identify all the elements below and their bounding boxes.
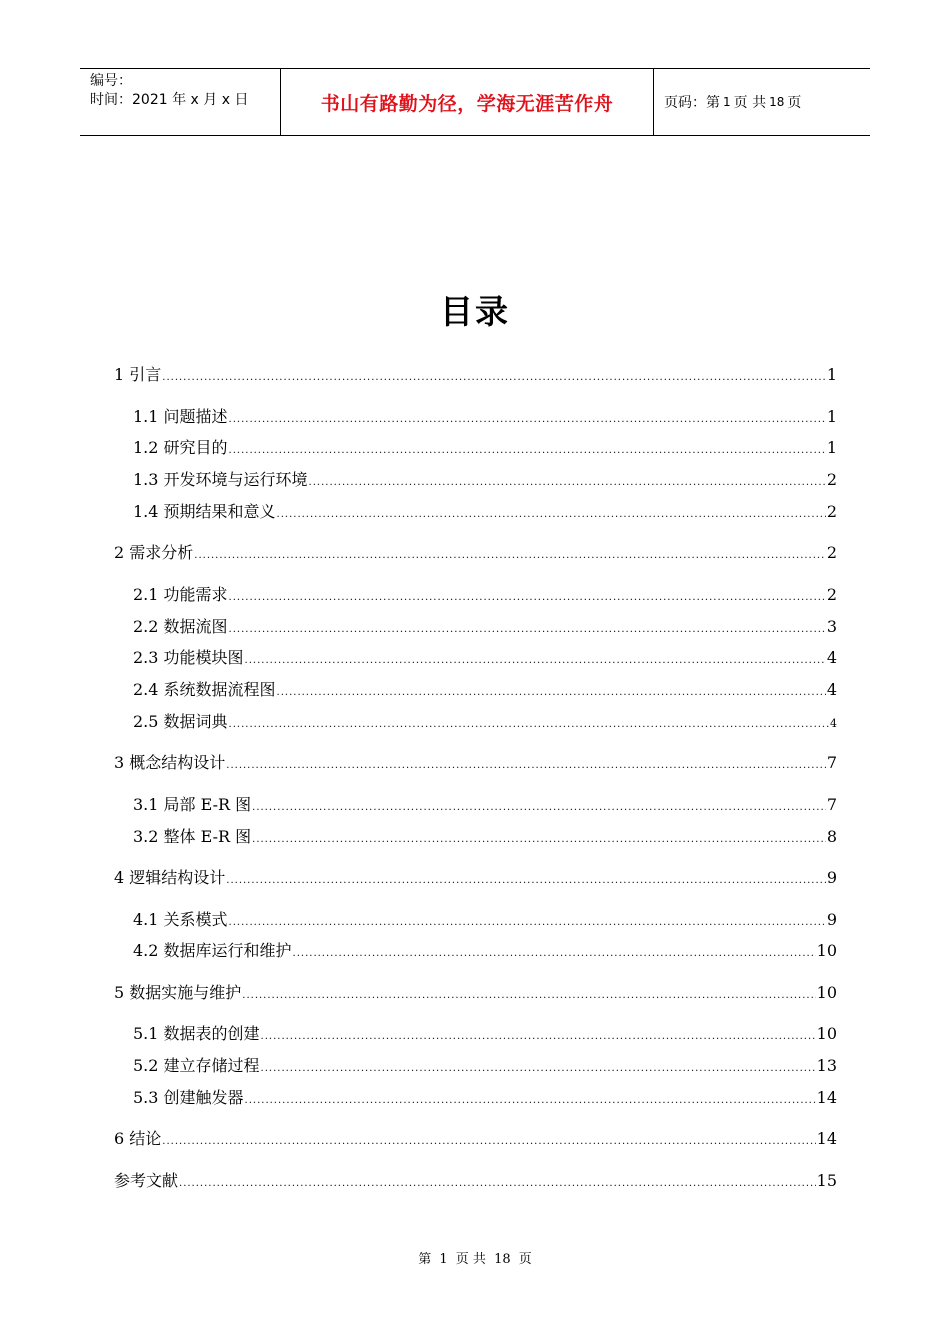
toc-entry-page: 10 xyxy=(816,983,837,1002)
toc-entry-label: 1.4 预期结果和意义 xyxy=(133,502,276,521)
toc-entry-label: 2 需求分析 xyxy=(114,543,194,562)
toc-leader-dots xyxy=(162,368,826,388)
header-time-label: 时间：2021 年 x 月 x 日 xyxy=(90,92,249,108)
toc-entry-page: 7 xyxy=(826,795,837,814)
toc-entry-page: 15 xyxy=(816,1171,837,1190)
toc-subsection-entry[interactable] xyxy=(133,712,837,732)
toc-leader-dots xyxy=(226,871,826,891)
footer-total: 18 xyxy=(494,1252,511,1267)
toc-entry-page: 1 xyxy=(826,407,837,426)
header-page-current: 1 xyxy=(723,95,731,109)
toc-subsection-entry[interactable] xyxy=(133,1024,837,1044)
header-page-info xyxy=(654,69,870,135)
toc-entry-label: 4 逻辑结构设计 xyxy=(114,868,226,887)
toc-entry-label: 4.2 数据库运行和维护 xyxy=(133,941,292,960)
toc-leader-dots xyxy=(162,1132,815,1152)
toc-leader-dots xyxy=(226,756,826,776)
toc-leader-dots xyxy=(229,913,826,933)
toc-section-entry[interactable] xyxy=(114,868,837,888)
toc-entry-label: 3 概念结构设计 xyxy=(114,753,226,772)
toc-entry-page: 2 xyxy=(826,543,837,562)
header-page-total: 18 xyxy=(769,95,785,109)
page-footer xyxy=(0,1248,950,1267)
toc-subsection-entry[interactable] xyxy=(133,617,837,637)
toc-entry-label: 5.3 创建触发器 xyxy=(133,1088,244,1107)
toc-entry-page: 2 xyxy=(826,585,837,604)
toc-section-entry[interactable] xyxy=(114,543,837,563)
toc-entry-label: 2.2 数据流图 xyxy=(133,617,228,636)
toc-subsection-entry[interactable] xyxy=(133,680,837,700)
toc-entry-label: 2.5 数据词典 xyxy=(133,712,228,731)
toc-subsection-entry[interactable] xyxy=(133,941,837,961)
toc-subsection-entry[interactable] xyxy=(133,795,837,815)
toc-leader-dots xyxy=(245,1091,816,1111)
toc-entry-label: 5.1 数据表的创建 xyxy=(133,1024,260,1043)
toc-entry-page: 13 xyxy=(816,1056,837,1075)
toc-subsection-entry[interactable] xyxy=(133,585,837,605)
toc-subsection-entry[interactable] xyxy=(133,502,837,522)
toc-subsection-entry[interactable] xyxy=(133,1088,837,1108)
toc-entry-label: 5 数据实施与维护 xyxy=(114,983,242,1002)
toc-leader-dots xyxy=(229,715,829,735)
toc-leader-dots xyxy=(229,441,826,461)
toc-entry-page: 1 xyxy=(826,438,837,457)
toc-subsection-entry[interactable] xyxy=(133,438,837,458)
page-header xyxy=(80,68,870,136)
toc-entry-label: 4.1 关系模式 xyxy=(133,910,228,929)
toc-leader-dots xyxy=(245,651,826,671)
toc-entry-page: 4 xyxy=(830,717,837,730)
toc-entry-page: 9 xyxy=(826,910,837,929)
toc-entry-page: 7 xyxy=(826,753,837,772)
toc-section-entry[interactable] xyxy=(114,365,837,385)
toc-leader-dots xyxy=(179,1174,816,1194)
toc-entry-page: 4 xyxy=(826,648,837,667)
toc-entry-page: 4 xyxy=(826,680,837,699)
toc-subsection-entry[interactable] xyxy=(133,1056,837,1076)
toc-entry-page: 2 xyxy=(826,470,837,489)
toc-leader-dots xyxy=(293,944,816,964)
toc-entry-label: 1.2 研究目的 xyxy=(133,438,228,457)
toc-subsection-entry[interactable] xyxy=(133,648,837,668)
toc-entry-page: 2 xyxy=(826,502,837,521)
header-meta xyxy=(80,69,281,135)
toc-entry-label: 2.3 功能模块图 xyxy=(133,648,244,667)
toc-entry-page: 8 xyxy=(826,827,837,846)
toc-section-entry[interactable] xyxy=(114,1129,837,1149)
toc-entry-label: 5.2 建立存储过程 xyxy=(133,1056,260,1075)
toc-entry-page: 14 xyxy=(816,1129,837,1148)
toc-entry-label: 2.1 功能需求 xyxy=(133,585,228,604)
toc-leader-dots xyxy=(252,830,826,850)
header-page-suffix: 页 xyxy=(787,95,802,111)
toc-title: 目录 xyxy=(440,292,510,331)
toc-entry-label: 3.2 整体 E-R 图 xyxy=(133,827,252,846)
toc-leader-dots xyxy=(309,473,826,493)
toc-leader-dots xyxy=(252,798,826,818)
toc-section-entry[interactable] xyxy=(114,753,837,773)
toc-subsection-entry[interactable] xyxy=(133,470,837,490)
header-motto: 书山有路勤为径，学海无涯苦作舟 xyxy=(281,69,654,135)
toc-entry-label: 3.1 局部 E-R 图 xyxy=(133,795,252,814)
toc-entry-label: 6 结论 xyxy=(114,1129,162,1148)
toc-leader-dots xyxy=(229,410,826,430)
toc-leader-dots xyxy=(229,620,826,640)
toc-subsection-entry[interactable] xyxy=(133,910,837,930)
toc-leader-dots xyxy=(277,505,826,525)
footer-suffix: 页 xyxy=(518,1252,532,1267)
toc-leader-dots xyxy=(229,588,826,608)
toc-entry-label: 1 引言 xyxy=(114,365,162,384)
toc-leader-dots xyxy=(194,546,826,566)
toc-leader-dots xyxy=(261,1059,816,1079)
header-number-label: 编号： xyxy=(90,73,132,89)
toc-entry-label: 1.1 问题描述 xyxy=(133,407,228,426)
toc-entry-page: 10 xyxy=(816,941,837,960)
toc-leader-dots xyxy=(242,986,815,1006)
footer-current: 1 xyxy=(439,1252,448,1267)
toc-entry-page: 9 xyxy=(826,868,837,887)
toc-entry-label: 2.4 系统数据流程图 xyxy=(133,680,276,699)
footer-prefix: 第 xyxy=(418,1252,432,1267)
toc-entry-page: 10 xyxy=(816,1024,837,1043)
toc-section-entry[interactable] xyxy=(114,1171,837,1191)
toc-entry-label: 参考文献 xyxy=(114,1171,179,1190)
footer-mid: 页 共 xyxy=(455,1252,486,1267)
toc-leader-dots xyxy=(277,683,826,703)
toc-section-entry[interactable] xyxy=(114,983,837,1003)
toc-leader-dots xyxy=(261,1027,816,1047)
toc-entry-page: 3 xyxy=(826,617,837,636)
toc-entry-page: 14 xyxy=(816,1088,837,1107)
header-page-prefix: 页码：第 xyxy=(664,95,720,111)
toc-entry-page: 1 xyxy=(826,365,837,384)
toc-subsection-entry[interactable] xyxy=(133,407,837,427)
header-page-mid: 页 共 xyxy=(733,95,767,111)
toc-subsection-entry[interactable] xyxy=(133,827,837,847)
toc-entry-label: 1.3 开发环境与运行环境 xyxy=(133,470,308,489)
